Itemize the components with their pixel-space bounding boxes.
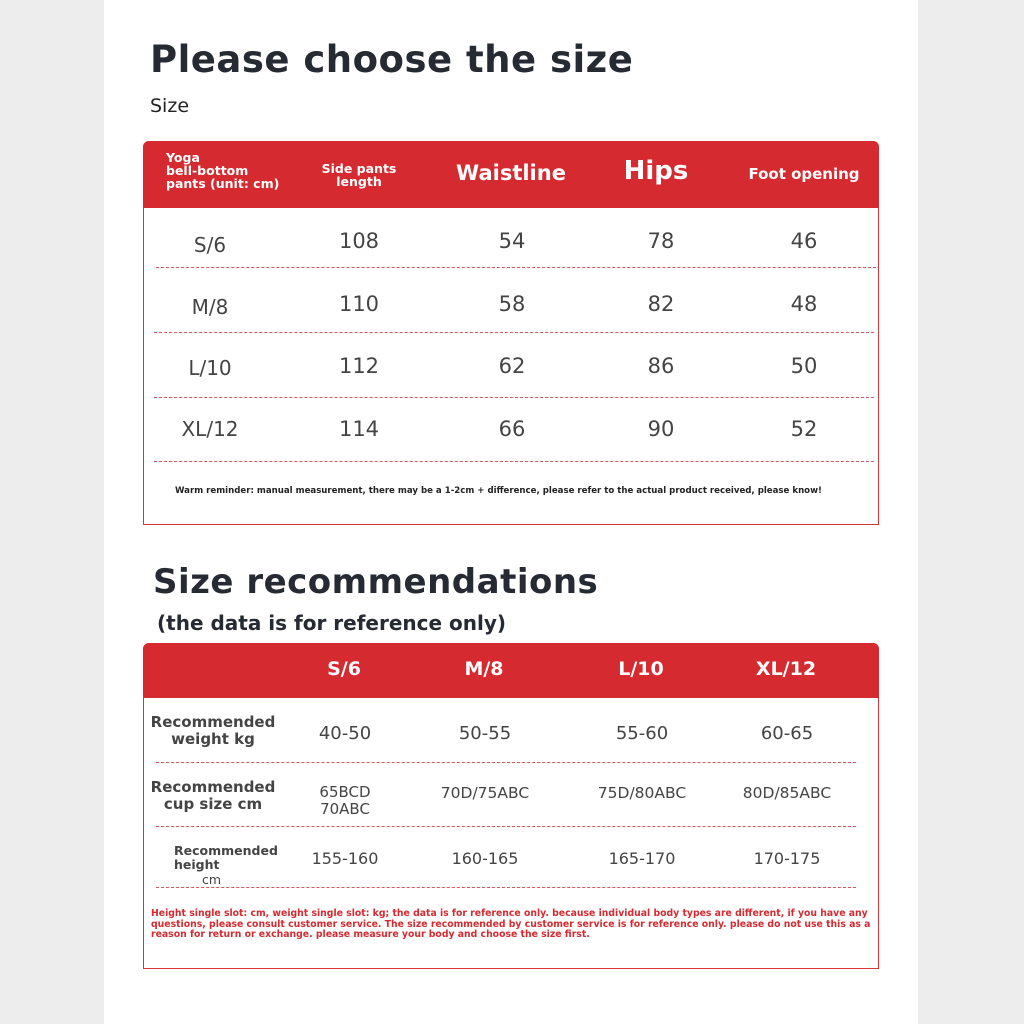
weight-s: 40-50 [318,723,372,744]
recommendations-header [143,643,879,698]
cup-s [295,784,395,817]
height-l: 165-170 [608,849,676,868]
row-waist: 54 [498,229,526,253]
note-line-2: questions, please consult customer service. The size recommended by customer service is for reference only. please do not use this as a [151,918,871,930]
row-divider [156,887,856,888]
row-foot: 46 [790,229,818,253]
weight-xl: 60-65 [760,723,814,744]
row-label-line-2: cup size cm [163,795,263,814]
row-size: S/6 [193,233,227,257]
cup-m: 70D/75ABC [440,784,530,802]
cup-s-line-1: 65BCD [319,783,371,801]
header-product-line-3: pants (unit: cm) [166,176,280,192]
note-line-1: Height single slot: cm, weight single slot: kg; the data is for reference only. because individual body types are different, if you have any [151,908,868,919]
row-length: 114 [338,417,380,441]
header-size-l: L/10 [618,658,664,680]
recommendations-table [143,643,879,969]
row-label-cup [150,779,276,814]
header-length-line-1: Side pants [321,161,397,176]
header-size-m: M/8 [464,658,504,680]
row-label-weight [150,714,276,749]
header-foot-opening: Foot opening [748,165,860,183]
header-length [308,162,410,188]
header-product [166,151,279,190]
row-hips: 82 [647,292,675,316]
header-length-line-2: length [336,174,382,190]
row-divider [156,826,856,827]
recommendations-title: Size recommendations [153,562,599,602]
row-length: 110 [338,292,380,316]
row-waist: 58 [498,292,526,316]
recommendation-note [151,909,873,941]
header-waistline: Waistline [456,161,566,185]
height-s: 155-160 [311,849,379,868]
row-hips: 86 [647,354,675,378]
row-divider [154,332,874,333]
row-waist: 66 [498,417,526,441]
row-length: 112 [338,354,380,378]
row-size: M/8 [191,295,229,319]
header-hips: Hips [623,156,689,186]
row-hips: 90 [647,417,675,441]
row-divider [156,267,876,268]
cup-s-line-2: 70ABC [320,799,370,818]
row-label-line-1: Recommended [150,778,276,796]
size-chart-header [143,141,879,208]
size-chart-table [143,141,879,525]
row-length: 108 [338,229,380,253]
size-chart-title: Please choose the size [150,38,634,81]
note-line-3: reason for return or exchange. please measure your body and choose the size first. [151,929,590,941]
row-label-line-1: Recommended height [174,843,278,873]
row-divider [156,762,856,763]
header-product-line-1: Yoga [166,150,200,165]
row-waist: 62 [498,354,526,378]
cup-l: 75D/80ABC [597,784,687,802]
weight-l: 55-60 [615,723,669,744]
row-label-line-1: Recommended [150,713,276,731]
warm-reminder: Warm reminder: manual measurement, there may be a 1-2cm + difference, please refer to the actual product received, please know! [175,486,822,496]
cup-xl: 80D/85ABC [742,784,832,802]
size-chart-subtitle: Size [150,95,190,117]
row-label-line-2: cm [202,871,222,887]
row-foot: 52 [790,417,818,441]
weight-m: 50-55 [458,723,512,744]
recommendations-subtitle: (the data is for reference only) [157,611,507,635]
header-size-s: S/6 [327,658,361,680]
row-size: XL/12 [181,417,239,441]
row-hips: 78 [647,229,675,253]
height-xl: 170-175 [753,849,821,868]
header-product-line-2: bell-bottom [166,163,249,179]
row-divider [154,461,874,462]
row-foot: 50 [790,354,818,378]
row-foot: 48 [790,292,818,316]
row-divider [154,397,874,398]
row-size: L/10 [188,356,232,380]
height-m: 160-165 [451,849,519,868]
header-size-xl: XL/12 [755,658,817,680]
row-label-line-2: weight kg [171,730,255,749]
